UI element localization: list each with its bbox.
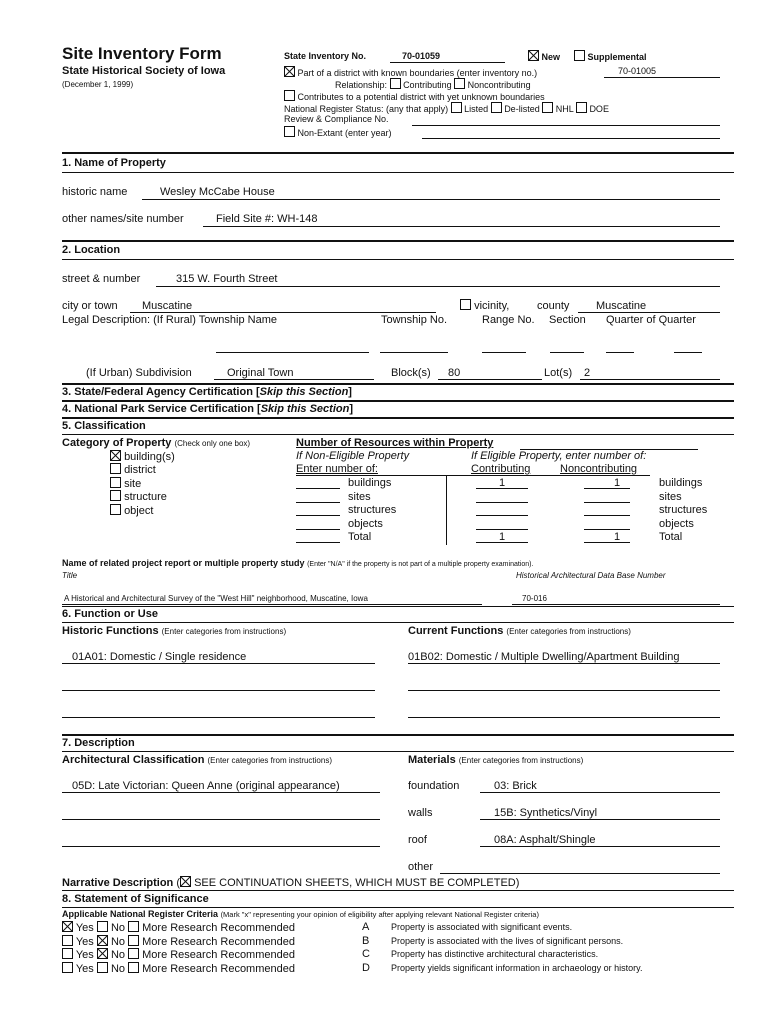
foundation-value[interactable]: 03: Brick xyxy=(494,780,537,792)
resource-row-label: objects xyxy=(348,518,383,530)
section-label: Section xyxy=(549,314,586,326)
district-category-checkbox[interactable] xyxy=(110,463,121,474)
object-checkbox[interactable] xyxy=(110,504,121,515)
category-label: Category of Property (Check only one box) xyxy=(62,437,251,449)
doe-checkbox[interactable] xyxy=(576,102,587,113)
county-value[interactable]: Muscatine xyxy=(596,300,647,312)
roof-value[interactable]: 08A: Asphalt/Shingle xyxy=(494,834,596,846)
current-functions-label: Current Functions (Enter categories from instructions) xyxy=(408,625,631,637)
category-object[interactable]: object xyxy=(110,504,153,517)
current-function-value[interactable]: 01B02: Domestic / Multiple Dwelling/Apartment Building xyxy=(408,651,680,663)
delisted-checkbox[interactable] xyxy=(491,102,502,113)
arch-classification-value[interactable]: 05D: Late Victorian: Queen Anne (original appearance) xyxy=(72,780,340,792)
potential-district-option[interactable]: Contributes to a potential district with yet unknown boundaries xyxy=(284,90,545,102)
city-value[interactable]: Muscatine xyxy=(142,300,193,312)
criteria-row: Yes No More Research Recommended xyxy=(62,921,295,934)
section-4-title: 4. National Park Service Certification [Skip this Section] xyxy=(62,403,353,415)
category-building[interactable]: building(s) xyxy=(110,450,175,463)
criteria-row: Yes No More Research Recommended xyxy=(62,935,295,948)
new-option[interactable]: New xyxy=(528,50,560,62)
blocks-value[interactable]: 80 xyxy=(448,367,461,379)
criteria-text: Property is associated with the lives of significant persons. xyxy=(391,936,624,946)
street-value[interactable]: 315 W. Fourth Street xyxy=(176,273,278,285)
criteria-letter: B xyxy=(362,935,370,947)
relationship-row: Relationship: Contributing Noncontributing xyxy=(335,80,531,90)
blocks-label: Block(s) xyxy=(391,367,431,379)
resource-row-label: structures xyxy=(348,504,397,516)
district-inventory-value[interactable]: 70-01005 xyxy=(618,66,657,76)
structure-checkbox[interactable] xyxy=(110,490,121,501)
criteria-row: Yes No More Research Recommended xyxy=(62,948,295,961)
criteria-letter: A xyxy=(362,921,370,933)
db-number-value[interactable]: 70-016 xyxy=(522,594,547,603)
review-label: Review & Compliance No. xyxy=(284,114,389,124)
category-structure[interactable]: structure xyxy=(110,490,167,503)
criteria-yes-checkbox[interactable] xyxy=(62,948,73,959)
vicinity-option[interactable]: vicinity, xyxy=(460,299,509,312)
form-title: Site Inventory Form xyxy=(62,44,222,63)
narrative-row: Narrative Description ( SEE CONTINUATION SHEETS, WHICH MUST BE COMPLETED) xyxy=(62,877,520,889)
resource-right-label: Total xyxy=(659,531,683,543)
criteria-yes-checkbox[interactable] xyxy=(62,962,73,973)
subdivision-value[interactable]: Original Town xyxy=(227,367,294,379)
inventory-label: State Inventory No. xyxy=(284,51,367,61)
contributing-count[interactable]: 1 xyxy=(498,477,506,489)
criteria-yes-checkbox[interactable] xyxy=(62,921,73,932)
non-eligible-label: If Non-Eligible Property xyxy=(296,450,410,462)
county-label: county xyxy=(537,300,570,312)
criteria-letter: C xyxy=(362,948,370,960)
historic-functions-label: Historic Functions (Enter categories from instructions) xyxy=(62,625,287,637)
resource-row-label: Total xyxy=(348,531,372,543)
criteria-no-checkbox[interactable] xyxy=(97,921,108,932)
related-study-value[interactable]: A Historical and Architectural Survey of the "West Hill" neighborhood, Muscatine, Iowa xyxy=(64,594,368,603)
resource-right-label: buildings xyxy=(659,477,703,489)
noncontributing-count[interactable]: 1 xyxy=(613,531,621,543)
foundation-label: foundation xyxy=(408,780,460,792)
new-checkbox[interactable] xyxy=(528,50,539,61)
historic-name-value[interactable]: Wesley McCabe House xyxy=(160,186,275,198)
continuation-checkbox[interactable] xyxy=(180,876,191,887)
criteria-more-research-checkbox[interactable] xyxy=(128,962,139,973)
db-number-label: Historical Architectural Data Base Number xyxy=(516,571,666,580)
roof-label: roof xyxy=(408,834,427,846)
district-option[interactable]: Part of a district with known boundaries (enter inventory no.) xyxy=(284,66,537,78)
form-date: (December 1, 1999) xyxy=(62,80,134,89)
district-checkbox[interactable] xyxy=(284,66,295,77)
org-name: State Historical Society of Iowa xyxy=(62,65,226,77)
contributing-header: Contributing xyxy=(471,463,531,475)
category-site[interactable]: site xyxy=(110,477,141,490)
resource-right-label: objects xyxy=(659,518,694,530)
criteria-no-checkbox[interactable] xyxy=(97,948,108,959)
enter-number-label: Enter number of: xyxy=(296,463,378,475)
noncontributing-header: Noncontributing xyxy=(560,463,638,475)
urban-subdivision-label: (If Urban) Subdivision xyxy=(86,367,192,379)
resources-title: Number of Resources within Property xyxy=(296,437,494,449)
site-checkbox[interactable] xyxy=(110,477,121,488)
city-label: city or town xyxy=(62,300,118,312)
vicinity-checkbox[interactable] xyxy=(460,299,471,310)
related-study-label: Name of related project report or multiple property study (Enter "N/A" if the property is not part of a multiple property examination). xyxy=(62,558,534,568)
resource-row-label: buildings xyxy=(348,477,392,489)
township-no-label: Township No. xyxy=(381,314,448,326)
noncontributing-checkbox[interactable] xyxy=(454,78,465,89)
contributing-checkbox[interactable] xyxy=(390,78,401,89)
section-7-title: 7. Description xyxy=(62,737,135,749)
arch-classification-label: Architectural Classification (Enter categories from instructions) xyxy=(62,754,332,766)
criteria-text: Property is associated with significant events. xyxy=(391,922,573,932)
criteria-label: Applicable National Register Criteria (Mark "x" representing your opinion of eligibility after applying relevant National Register criteria) xyxy=(62,909,539,919)
other-names-value[interactable]: Field Site #: WH-148 xyxy=(216,213,318,225)
criteria-text: Property has distinctive architectural characteristics. xyxy=(391,949,599,959)
criteria-more-research-checkbox[interactable] xyxy=(128,935,139,946)
quarter-label: Quarter of Quarter xyxy=(606,314,696,326)
criteria-text: Property yields significant information in archaeology or history. xyxy=(391,963,643,973)
section-3-title: 3. State/Federal Agency Certification [Skip this Section] xyxy=(62,386,352,398)
inventory-value[interactable]: 70-01059 xyxy=(402,51,441,61)
criteria-row: Yes No More Research Recommended xyxy=(62,962,295,975)
nonextant-option[interactable]: Non-Extant (enter year) xyxy=(284,126,392,138)
contributing-count[interactable]: 1 xyxy=(498,531,506,543)
section-2-title: 2. Location xyxy=(62,244,121,256)
street-label: street & number xyxy=(62,273,141,285)
building-checkbox[interactable] xyxy=(110,450,121,461)
section-5-title: 5. Classification xyxy=(62,420,146,432)
nonextant-checkbox[interactable] xyxy=(284,126,295,137)
supplemental-checkbox[interactable] xyxy=(574,50,585,61)
lots-value[interactable]: 2 xyxy=(584,367,591,379)
lots-label: Lot(s) xyxy=(544,367,573,379)
section-6-title: 6. Function or Use xyxy=(62,608,158,620)
criteria-yes-checkbox[interactable] xyxy=(62,935,73,946)
resource-right-label: structures xyxy=(659,504,708,516)
historic-function-value[interactable]: 01A01: Domestic / Single residence xyxy=(72,651,247,663)
section-8-title: 8. Statement of Significance xyxy=(62,893,209,905)
nr-status-row: National Register Status: (any that apply) Listed De-listed NHL DOE xyxy=(284,104,609,114)
noncontributing-count[interactable]: 1 xyxy=(613,477,621,489)
legal-description-label: Legal Description: (If Rural) Township Name xyxy=(62,314,277,326)
criteria-more-research-checkbox[interactable] xyxy=(128,921,139,932)
materials-label: Materials (Enter categories from instructions) xyxy=(408,754,584,766)
other-names-label: other names/site number xyxy=(62,213,184,225)
criteria-no-checkbox[interactable] xyxy=(97,962,108,973)
listed-checkbox[interactable] xyxy=(451,102,462,113)
criteria-more-research-checkbox[interactable] xyxy=(128,948,139,959)
potential-district-checkbox[interactable] xyxy=(284,90,295,101)
category-district[interactable]: district xyxy=(110,463,156,476)
supplemental-option[interactable]: Supplemental xyxy=(574,50,647,62)
criteria-letter: D xyxy=(362,962,370,974)
historic-name-label: historic name xyxy=(62,186,128,198)
resource-row-label: sites xyxy=(348,491,371,503)
walls-value[interactable]: 15B: Synthetics/Vinyl xyxy=(494,807,598,819)
section-1-title: 1. Name of Property xyxy=(62,157,166,169)
eligible-label: If Eligible Property, enter number of: xyxy=(471,450,647,462)
range-no-label: Range No. xyxy=(482,314,535,326)
nhl-checkbox[interactable] xyxy=(542,102,553,113)
walls-label: walls xyxy=(408,807,433,819)
other-material-label: other xyxy=(408,861,434,873)
resource-right-label: sites xyxy=(659,491,682,503)
related-title-label: Title xyxy=(62,571,78,580)
criteria-no-checkbox[interactable] xyxy=(97,935,108,946)
